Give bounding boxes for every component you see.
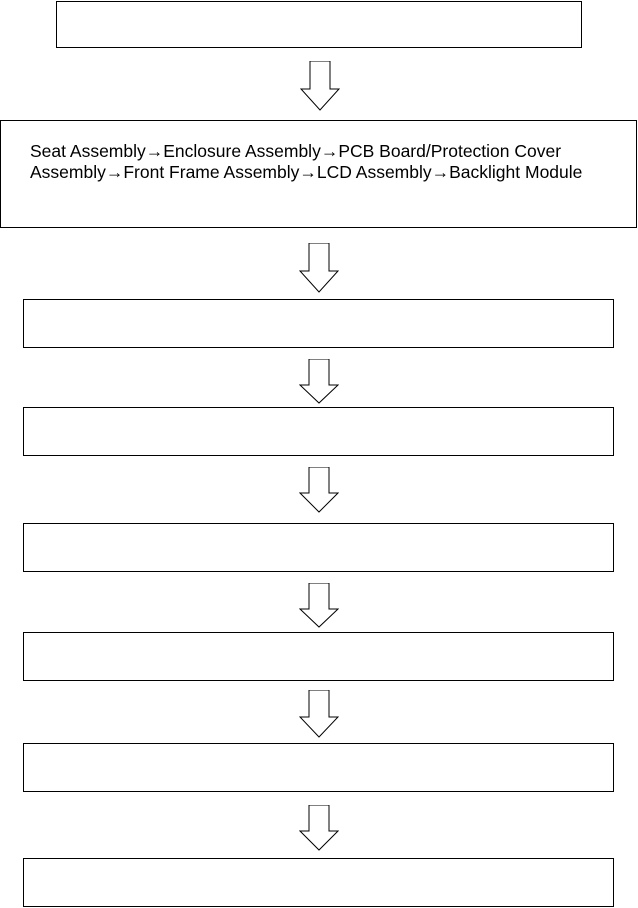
flow-step-2 — [0, 120, 637, 228]
down-arrow-icon — [299, 359, 339, 409]
flow-step-6 — [23, 632, 614, 681]
down-arrow-icon — [300, 61, 340, 111]
flow-step-7 — [23, 743, 614, 792]
down-arrow-icon — [299, 583, 339, 633]
down-arrow-icon — [299, 467, 339, 517]
down-arrow-icon — [299, 805, 339, 855]
flow-step-3 — [23, 299, 614, 348]
disassembly-sequence-text: Seat Assembly→Enclosure Assembly→PCB Board/Protection Cover Assembly→Front Frame Assembly→LCD Assembly→Backlight Module — [30, 141, 583, 182]
flow-step-5 — [23, 523, 614, 572]
down-arrow-icon — [299, 690, 339, 740]
flow-step-8 — [23, 858, 614, 907]
flow-step-4 — [23, 407, 614, 456]
down-arrow-icon — [299, 243, 339, 293]
flow-step-1 — [56, 1, 582, 48]
